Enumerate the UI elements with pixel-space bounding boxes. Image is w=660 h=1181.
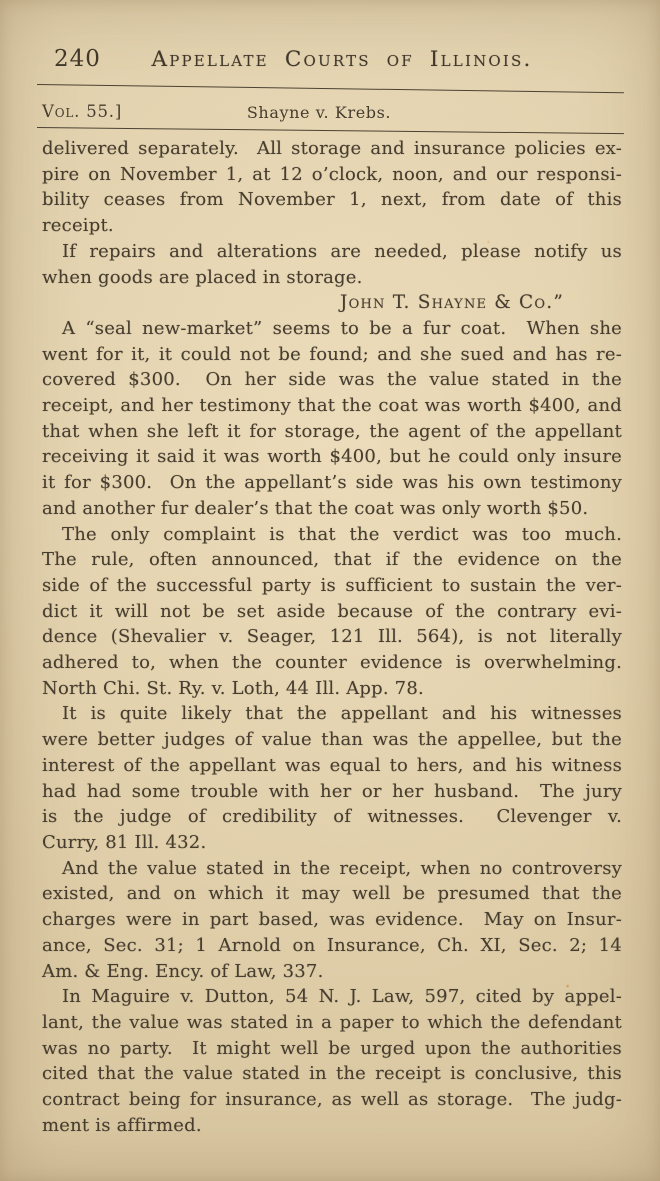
- text-line: side of the successful party is sufficient to sustain the ver-: [42, 574, 622, 596]
- paragraph-verdict-rule: [42, 522, 622, 702]
- text-line: pire on November 1, at 12 o’clock, noon, and our responsi-: [42, 163, 622, 185]
- text-line: when goods are placed in storage.: [42, 266, 363, 288]
- text-line: delivered separately. All storage and insurance policies ex-: [42, 138, 622, 159]
- page-body: [42, 136, 622, 1138]
- text-line: The rule, often announced, that if the evidence on the: [42, 549, 622, 571]
- running-title: Appellate Courts of Illinois.: [151, 47, 533, 72]
- text-line: ance, Sec. 31; 1 Arnold on Insurance, Ch. XI, Sec. 2; 14: [42, 934, 622, 956]
- text-line: was no party. It might well be urged upon the authorities: [42, 1037, 622, 1059]
- text-line: cited that the value stated in the receipt is conclusive, this: [42, 1063, 622, 1085]
- text-line: and another fur dealer’s that the coat was only worth $50.: [42, 497, 589, 519]
- text-line: covered $300. On her side was the value stated in the: [42, 369, 622, 391]
- text-line: it for $300. On the appellant’s side was his own testimony: [42, 472, 622, 494]
- text-line: ment is affirmed.: [42, 1114, 202, 1136]
- text-line: adhered to, when the counter evidence is overwhelming.: [42, 652, 622, 674]
- text-line: had had some trouble with her or her husband. The jury: [42, 780, 622, 802]
- text-line: interest of the appellant was equal to hers, and his witness: [42, 754, 622, 776]
- volume-label: Vol. 55.]: [42, 102, 123, 121]
- text-line: receipt.: [42, 215, 114, 237]
- text-line: In Maguire v. Dutton, 54 N. J. Law, 597, cited by appel-: [62, 986, 622, 1008]
- text-line: charges were in part based, was evidence. May on Insur-: [42, 909, 622, 931]
- text-line: receipt, and her testimony that the coat was worth $400, and: [42, 395, 622, 417]
- text-line: dict it will not be set aside because of the contrary evi-: [42, 600, 622, 622]
- text-line: dence (Shevalier v. Seager, 121 Ill. 564), is not literally: [42, 626, 622, 648]
- paragraph-receipt-terms: [42, 136, 622, 239]
- text-line: contract being for insurance, as well as storage. The judg-: [42, 1089, 622, 1111]
- paragraph-repairs: [42, 239, 622, 290]
- paragraph-judgment-affirmed: [42, 984, 622, 1138]
- text-line: A “seal new-market” seems to be a fur coat. When she: [62, 317, 622, 339]
- text-line: The only complaint is that the verdict was too much.: [62, 523, 622, 545]
- paragraph-seal-newmarket: [42, 316, 622, 522]
- text-line: bility ceases from November 1, next, from date of this: [42, 189, 622, 211]
- header-rule: [37, 84, 624, 93]
- text-line: And the value stated in the receipt, when no controversy: [62, 857, 622, 879]
- text-line: Curry, 81 Ill. 432.: [42, 831, 207, 853]
- case-title: Shayne v. Krebs.: [246, 103, 392, 122]
- text-line: lant, the value was stated in a paper to which the defendant: [42, 1011, 622, 1033]
- text-line: It is quite likely that the appellant and his witnesses: [62, 703, 622, 725]
- paragraph-signature: [42, 290, 622, 316]
- paragraph-receipt-evidence: [42, 856, 622, 985]
- text-line: receiving it said it was worth $400, but he could only insure: [42, 446, 622, 468]
- case-rule: [37, 127, 624, 134]
- signature-line: John T. Shayne & Co.”: [340, 292, 564, 314]
- text-line: is the judge of credibility of witnesses. Clevenger v.: [42, 806, 622, 828]
- text-line: North Chi. St. Ry. v. Loth, 44 Ill. App. 78.: [42, 677, 424, 699]
- text-line: went for it, it could not be found; and she sued and has re-: [42, 343, 622, 365]
- text-line: that when she left it for storage, the agent of the appellant: [42, 420, 622, 442]
- text-line: existed, and on which it may well be presumed that the: [42, 883, 622, 905]
- paragraph-witness-credibility: [42, 701, 622, 855]
- page-number: 240: [54, 46, 101, 72]
- text-line: were better judges of value than was the appellee, but the: [42, 729, 622, 751]
- text-line: If repairs and alterations are needed, please notify us: [62, 240, 622, 262]
- text-line: Am. & Eng. Ency. of Law, 337.: [42, 960, 324, 982]
